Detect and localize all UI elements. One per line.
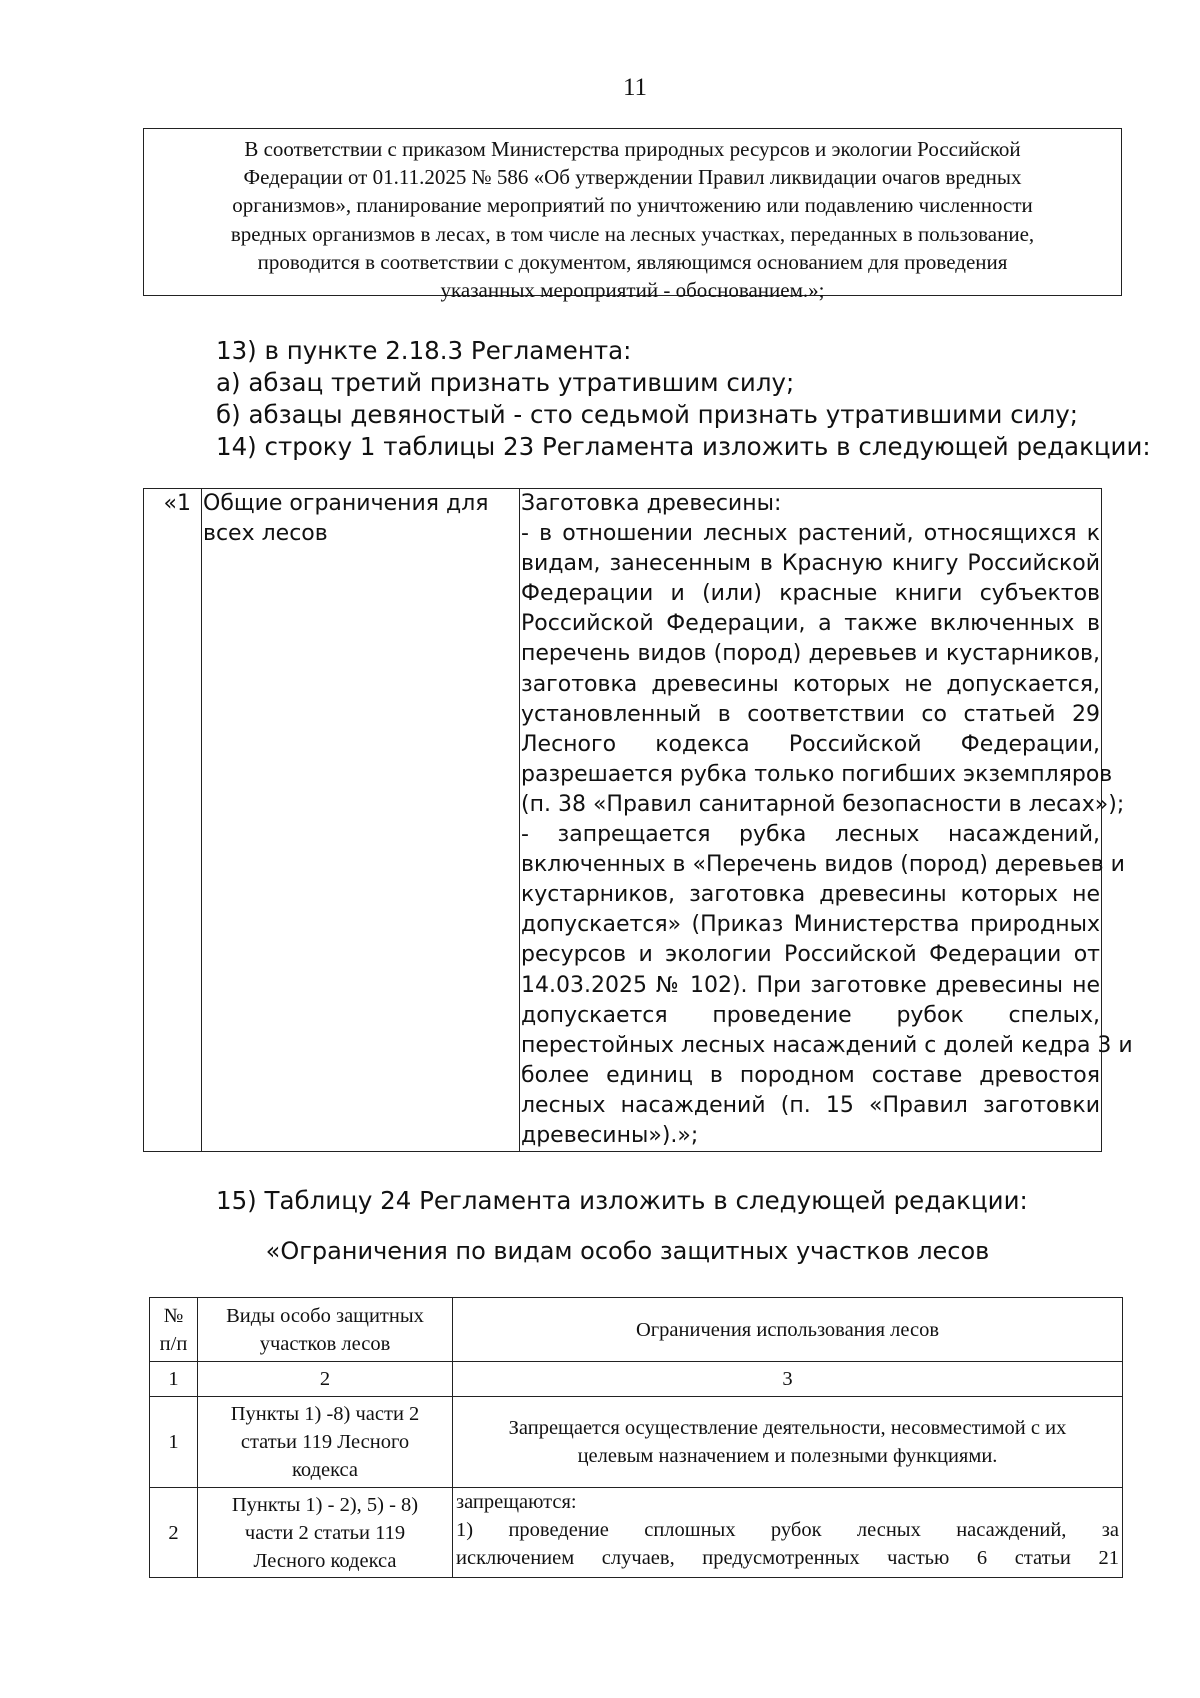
- text-line: лесных насаждений (п. 15 «Правил заготовки: [521, 1092, 1100, 1118]
- box-line: вредных организмов в лесах, в том числе на лесных участках, переданных в пользование,: [230, 221, 1035, 246]
- text-line: включенных в «Перечень видов (пород) деревьев и: [521, 852, 1125, 878]
- header-kinds: Виды особо защитных участков лесов: [198, 1298, 453, 1362]
- page-number: 11: [622, 74, 648, 101]
- text-line: Российской Федерации, а также включенных в: [521, 611, 1100, 637]
- text-line: допускается проведение рубок спелых,: [521, 1002, 1100, 1028]
- text-line: более единиц в породном составе древостоя: [521, 1062, 1100, 1088]
- box-line: Федерации от 01.11.2025 № 586 «Об утверждении Правил ликвидации очагов вредных: [243, 165, 1022, 190]
- column-number: 2: [198, 1362, 453, 1397]
- table-row: [150, 1488, 1123, 1578]
- row-number: 1: [150, 1397, 198, 1488]
- header-restrictions: Ограничения использования лесов: [453, 1298, 1123, 1362]
- quoted-text-box: [143, 128, 1122, 303]
- amendment-13b: б) абзацы девяностый - сто седьмой признать утратившими силу;: [216, 400, 1079, 429]
- text-line: Федерации и (или) красные книги субъектов: [521, 581, 1100, 607]
- row-number: 2: [150, 1488, 198, 1578]
- category-line: Общие ограничения для: [203, 491, 489, 516]
- text-line: видам, занесенным в Красную книгу Российской: [521, 551, 1100, 577]
- table-header-row: [150, 1298, 1123, 1362]
- column-number: 1: [150, 1362, 198, 1397]
- text-line: древесины»).»;: [521, 1122, 699, 1148]
- text-line: ресурсов и экологии Российской Федерации от: [521, 942, 1100, 968]
- row-number: «1: [144, 489, 202, 1152]
- text-line: заготовка древесины которых не допускается,: [521, 671, 1100, 697]
- amendment-13a: а) абзац третий признать утратившим силу;: [216, 368, 795, 397]
- box-line: проводится в соответствии с документом, являющимся основанием для проведения: [257, 249, 1008, 274]
- restriction-category: [202, 489, 520, 1152]
- text-line: кустарников, заготовка древесины которых не: [521, 882, 1100, 908]
- box-line: указанных мероприятий - обоснованием.»;: [440, 278, 825, 303]
- restriction-text: [520, 489, 1133, 1152]
- header-num: № п/п: [150, 1298, 198, 1362]
- text-line: (п. 38 «Правил санитарной безопасности в лесах»);: [521, 791, 1125, 817]
- text-line: разрешается рубка только погибших экземпляров: [521, 761, 1113, 787]
- amendment-13: 13) в пункте 2.18.3 Регламента:: [216, 336, 632, 365]
- column-number-row: [150, 1362, 1123, 1397]
- text-line: допускается» (Приказ Министерства природных: [521, 912, 1100, 938]
- amendment-14: 14) строку 1 таблицы 23 Регламента изложить в следующей редакции:: [216, 432, 1151, 461]
- box-line: организмов», планирование мероприятий по уничтожению или подавлению численности: [232, 193, 1033, 218]
- text-line: 14.03.2025 № 102). При заготовке древесины не: [521, 972, 1100, 998]
- text-line: - запрещается рубка лесных насаждений,: [521, 822, 1100, 848]
- amendment-15: 15) Таблицу 24 Регламента изложить в следующей редакции:: [216, 1186, 1028, 1215]
- restriction: Запрещается осуществление деятельности, несовместимой с их целевым назначением и полезными функциями.: [453, 1397, 1123, 1488]
- text-line: перечень видов (пород) деревьев и кустарников,: [521, 641, 1100, 667]
- table-23-row-1: [143, 488, 1133, 1152]
- table-row: [150, 1397, 1123, 1488]
- text-line: Заготовка древесины:: [521, 491, 782, 516]
- restriction: запрещаются: 1) проведение сплошных рубок лесных насаждений, за исключением случаев, предусмотренных частью 6 статьи 21: [453, 1488, 1123, 1578]
- forest-kind: Пункты 1) - 2), 5) - 8) части 2 статьи 119 Лесного кодекса: [198, 1488, 453, 1578]
- column-number: 3: [453, 1362, 1123, 1397]
- table-24-title: «Ограничения по видам особо защитных участков лесов: [265, 1237, 990, 1265]
- forest-kind: Пункты 1) -8) части 2 статьи 119 Лесного кодекса: [198, 1397, 453, 1488]
- text-line: Лесного кодекса Российской Федерации,: [521, 731, 1100, 757]
- text-line: - в отношении лесных растений, относящихся к: [521, 521, 1100, 547]
- table-24: [149, 1297, 1123, 1578]
- box-line: В соответствии с приказом Министерства природных ресурсов и экологии Российской: [244, 137, 1021, 161]
- text-line: установленный в соответствии со статьей 29: [521, 701, 1100, 727]
- category-line: всех лесов: [203, 521, 328, 547]
- text-line: перестойных лесных насаждений с долей кедра 3 и: [521, 1032, 1133, 1058]
